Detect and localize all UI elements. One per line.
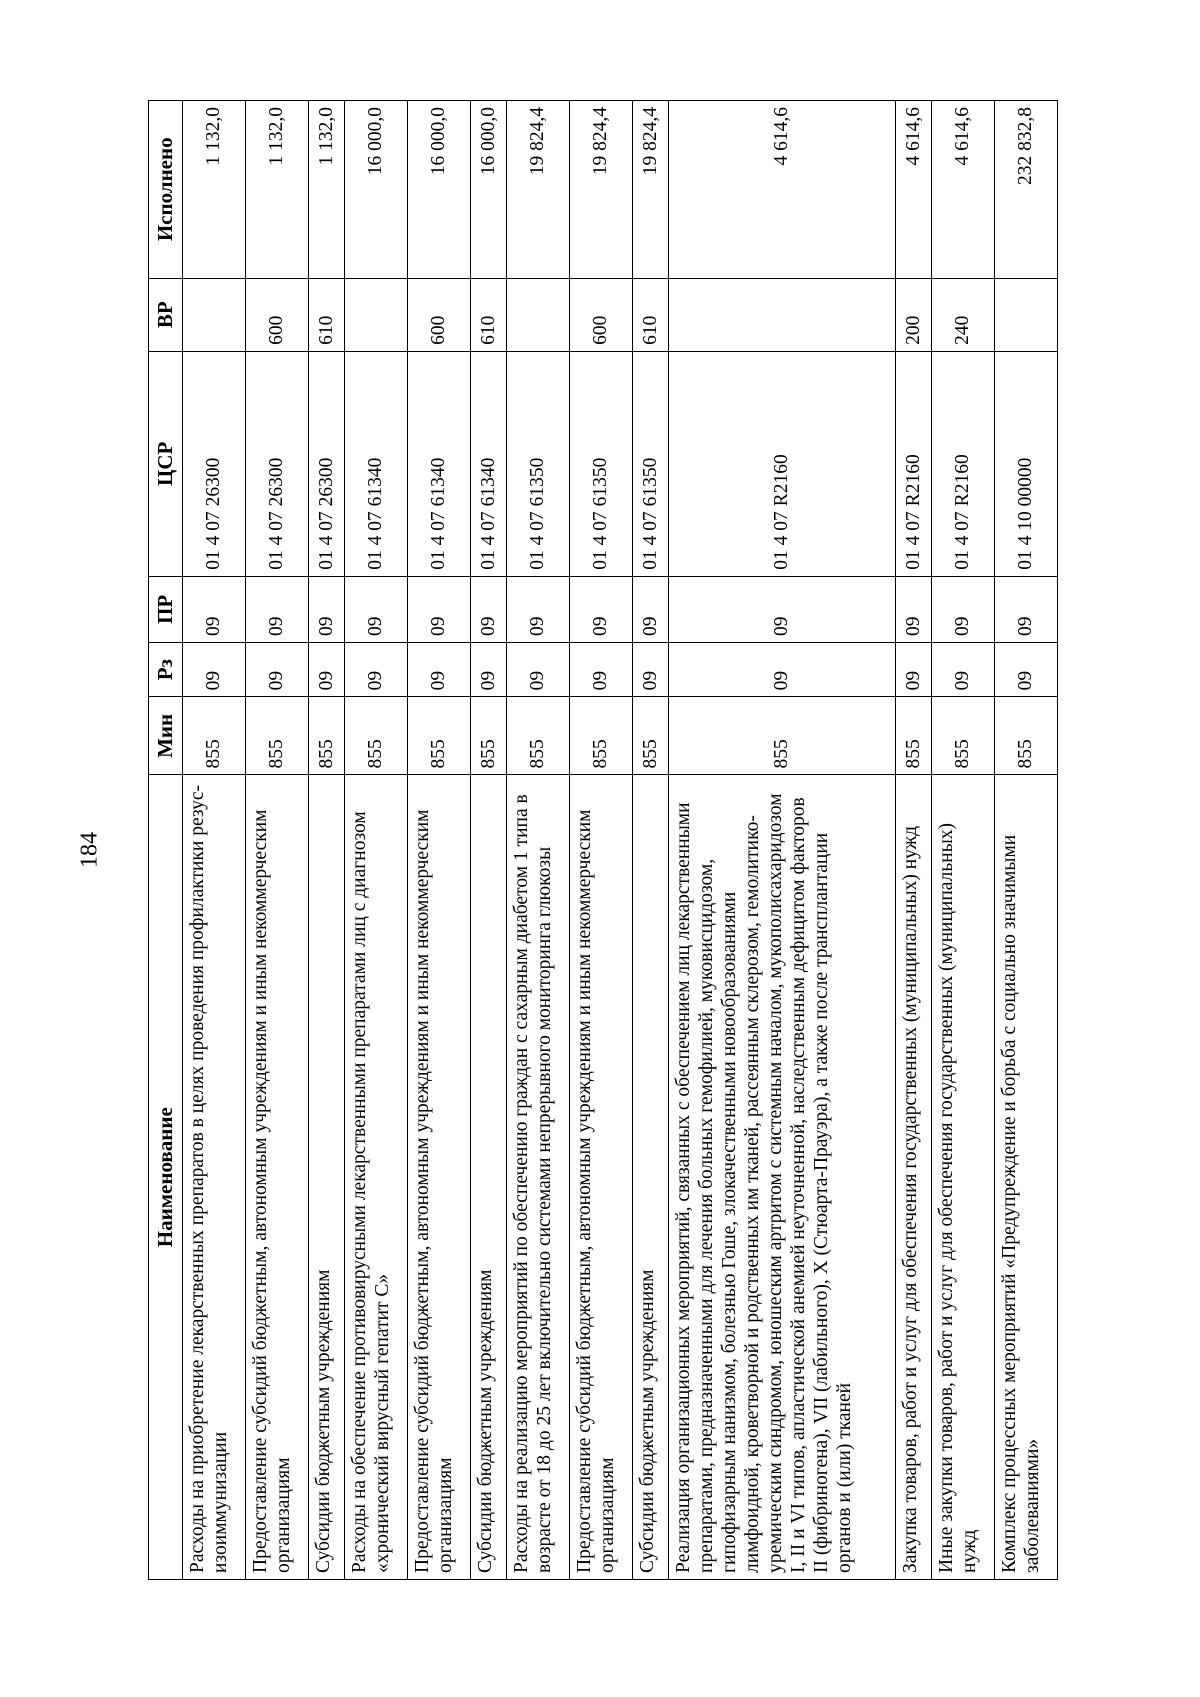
cell-min: 855 (308, 697, 344, 775)
cell-vr (506, 278, 569, 351)
cell-vr: 600 (569, 278, 632, 351)
cell-pr: 09 (668, 576, 895, 642)
cell-rz: 09 (931, 642, 994, 696)
table-row (470, 101, 506, 1580)
cell-pr: 09 (931, 576, 994, 642)
cell-vr: 240 (931, 278, 994, 351)
cell-min: 855 (632, 697, 668, 775)
table-row (245, 101, 308, 1580)
cell-name: Расходы на приобретение лекарственных препаратов в целях проведения профилактики резус-изоиммунизации (182, 775, 245, 1580)
cell-name: Субсидии бюджетным учреждениям (470, 775, 506, 1580)
cell-rz: 09 (182, 642, 245, 696)
cell-pr: 09 (182, 576, 245, 642)
cell-done: 16 000,0 (470, 101, 506, 279)
table-row (407, 101, 470, 1580)
cell-name: Иные закупки товаров, работ и услуг для обеспечения государственных (муниципальных) нужд (931, 775, 994, 1580)
header-vr: ВР (149, 278, 183, 351)
cell-rz: 09 (245, 642, 308, 696)
cell-csr: 01 4 07 R2160 (896, 351, 932, 576)
cell-min: 855 (245, 697, 308, 775)
cell-done: 19 824,4 (632, 101, 668, 279)
cell-vr: 610 (632, 278, 668, 351)
cell-done: 1 132,0 (245, 101, 308, 279)
cell-vr (668, 278, 895, 351)
header-pr: ПР (149, 576, 183, 642)
cell-pr: 09 (994, 576, 1057, 642)
header-name: Наименование (149, 775, 183, 1580)
cell-name: Предоставление субсидий бюджетным, автономным учреждениям и иным некоммерческим организациям (407, 775, 470, 1580)
table-row (182, 101, 245, 1580)
header-rz: Рз (149, 642, 183, 696)
cell-name: Субсидии бюджетным учреждениям (632, 775, 668, 1580)
cell-vr: 200 (896, 278, 932, 351)
cell-rz: 09 (569, 642, 632, 696)
cell-csr: 01 4 07 26300 (308, 351, 344, 576)
cell-rz: 09 (407, 642, 470, 696)
cell-min: 855 (182, 697, 245, 775)
cell-pr: 09 (245, 576, 308, 642)
cell-vr (344, 278, 407, 351)
cell-name: Расходы на обеспечение противовирусными лекарственными препаратами лиц с диагнозом «хронический вирусный гепатит С» (344, 775, 407, 1580)
cell-name: Закупка товаров, работ и услуг для обеспечения государственных (муниципальных) нужд (896, 775, 932, 1580)
table-row (308, 101, 344, 1580)
table-row (896, 101, 932, 1580)
cell-pr: 09 (470, 576, 506, 642)
cell-rz: 09 (506, 642, 569, 696)
cell-done: 19 824,4 (569, 101, 632, 279)
header-min: Мин (149, 697, 183, 775)
cell-rz: 09 (896, 642, 932, 696)
page-number: 184 (76, 832, 103, 868)
cell-min: 855 (506, 697, 569, 775)
budget-table (148, 100, 1058, 1580)
table-row (506, 101, 569, 1580)
header-csr: ЦСР (149, 351, 183, 576)
cell-vr (182, 278, 245, 351)
cell-name: Субсидии бюджетным учреждениям (308, 775, 344, 1580)
cell-min: 855 (994, 697, 1057, 775)
cell-csr: 01 4 07 61350 (506, 351, 569, 576)
table-row (344, 101, 407, 1580)
cell-csr: 01 4 07 61340 (407, 351, 470, 576)
table-row (994, 101, 1057, 1580)
table-row (632, 101, 668, 1580)
cell-done: 16 000,0 (407, 101, 470, 279)
table-header-row (149, 101, 183, 1580)
cell-pr: 09 (569, 576, 632, 642)
cell-pr: 09 (308, 576, 344, 642)
cell-name: Комплекс процессных мероприятий «Предупреждение и борьба с социально значимыми заболеваниями» (994, 775, 1057, 1580)
cell-done: 4 614,6 (896, 101, 932, 279)
rotated-table-wrapper (148, 100, 1058, 1580)
cell-min: 855 (896, 697, 932, 775)
cell-pr: 09 (407, 576, 470, 642)
cell-done: 16 000,0 (344, 101, 407, 279)
table-row (668, 101, 895, 1580)
cell-rz: 09 (470, 642, 506, 696)
cell-csr: 01 4 10 00000 (994, 351, 1057, 576)
cell-min: 855 (407, 697, 470, 775)
cell-name: Предоставление субсидий бюджетным, автономным учреждениям и иным некоммерческим организациям (569, 775, 632, 1580)
cell-min: 855 (668, 697, 895, 775)
cell-csr: 01 4 07 26300 (245, 351, 308, 576)
cell-rz: 09 (344, 642, 407, 696)
cell-vr: 610 (308, 278, 344, 351)
cell-min: 855 (470, 697, 506, 775)
cell-rz: 09 (308, 642, 344, 696)
cell-rz: 09 (632, 642, 668, 696)
cell-pr: 09 (506, 576, 569, 642)
cell-pr: 09 (896, 576, 932, 642)
header-done: Исполнено (149, 101, 183, 279)
cell-csr: 01 4 07 26300 (182, 351, 245, 576)
cell-min: 855 (344, 697, 407, 775)
cell-done: 1 132,0 (182, 101, 245, 279)
rotated-table-inner (148, 100, 1058, 1580)
cell-csr: 01 4 07 61340 (344, 351, 407, 576)
cell-done: 1 132,0 (308, 101, 344, 279)
cell-done: 232 832,8 (994, 101, 1057, 279)
cell-min: 855 (931, 697, 994, 775)
cell-vr (994, 278, 1057, 351)
table-row (931, 101, 994, 1580)
cell-done: 4 614,6 (668, 101, 895, 279)
cell-rz: 09 (994, 642, 1057, 696)
cell-rz: 09 (668, 642, 895, 696)
cell-name: Расходы на реализацию мероприятий по обеспечению граждан с сахарным диабетом 1 типа в возрасте от 18 до 25 лет включительно системами непрерывного мониторинга глюкозы (506, 775, 569, 1580)
cell-pr: 09 (344, 576, 407, 642)
cell-csr: 01 4 07 61350 (632, 351, 668, 576)
cell-vr: 610 (470, 278, 506, 351)
cell-done: 4 614,6 (931, 101, 994, 279)
table-row (569, 101, 632, 1580)
cell-vr: 600 (245, 278, 308, 351)
cell-csr: 01 4 07 61350 (569, 351, 632, 576)
cell-name: Реализация организационных мероприятий, связанных с обеспечением лиц лекарственными препаратами, предназначенными для лечения больных гемофилией, муковисцидозом, гипофизарным нанизмом, болезнью Гоше, злокачественными новообразованиями лимфоидной, кроветворной и родственных им тканей, рассеянным склерозом, гемолитико-уремическим синдромом, юношеским артритом с системным началом, мукополисахаридозом I, II и VI типов, апластической анемией неуточненной, наследственным дефицитом факторов II (фибриногена), VII (лабильного), X (Стюарта-Прауэра), а также после трансплантации органов и (или) тканей (668, 775, 895, 1580)
cell-min: 855 (569, 697, 632, 775)
cell-done: 19 824,4 (506, 101, 569, 279)
cell-pr: 09 (632, 576, 668, 642)
cell-vr: 600 (407, 278, 470, 351)
cell-csr: 01 4 07 R2160 (931, 351, 994, 576)
cell-csr: 01 4 07 61340 (470, 351, 506, 576)
table-body (182, 101, 1057, 1580)
cell-csr: 01 4 07 R2160 (668, 351, 895, 576)
cell-name: Предоставление субсидий бюджетным, автономным учреждениям и иным некоммерческим организациям (245, 775, 308, 1580)
